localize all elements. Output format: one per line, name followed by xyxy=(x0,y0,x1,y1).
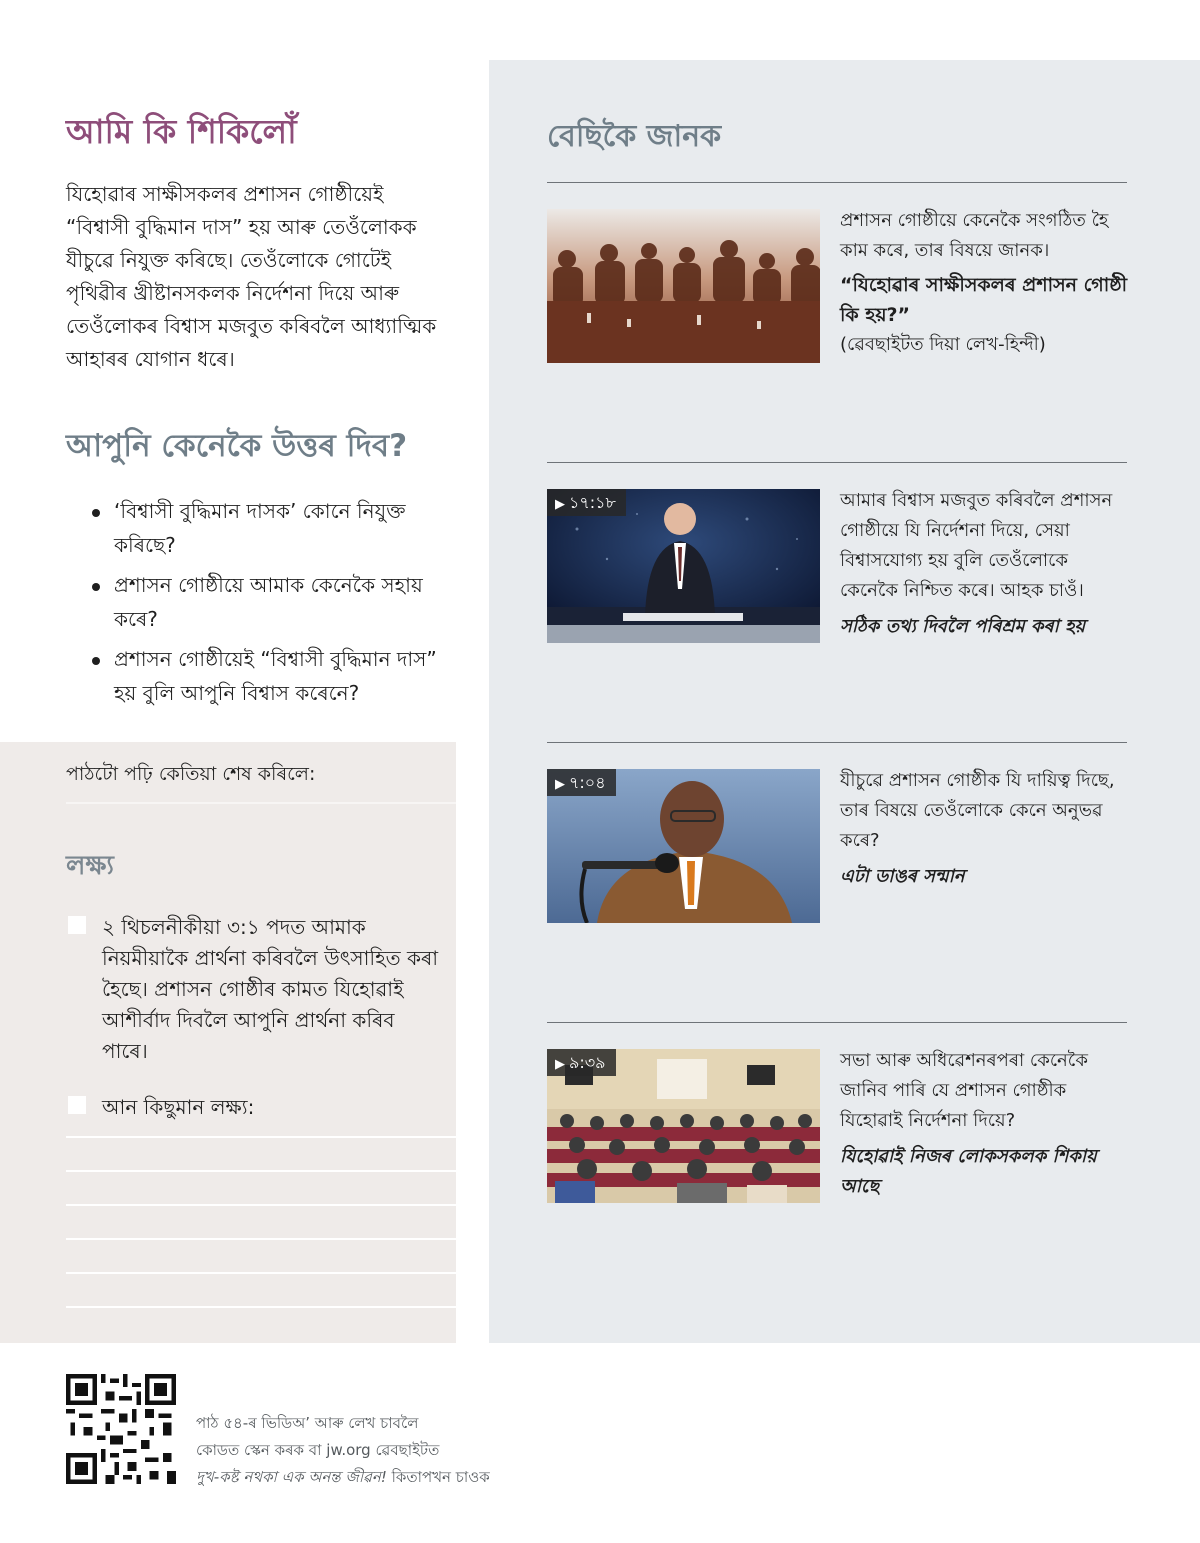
video-title-link[interactable]: যিহোৱাই নিজৰ লোকসকলক শিকায় আছে xyxy=(840,1146,1097,1197)
item-description: আমাৰ বিশ্বাস মজবুত কৰিবলৈ প্ৰশাসন গোষ্ঠীয়ে যি নিৰ্দেশনা দিয়ে, সেয়া বিশ্বাসযোগ্য হয় বুলি তেওঁলোকে কেনেকৈ নিশ্চিত কৰে। আহক চাওঁ। xyxy=(840,490,1113,601)
section-divider xyxy=(547,742,1127,743)
question-item: প্ৰশাসন গোষ্ঠীয়ে আমাক কেনেকৈ সহায় কৰে? xyxy=(92,568,442,636)
video-duration: ▶ ১৭:১৮ xyxy=(547,489,626,516)
qr-code[interactable] xyxy=(66,1374,176,1484)
goal-item xyxy=(66,912,446,1067)
video-duration: ▶ ৯:৩৯ xyxy=(547,1049,616,1076)
item-description: সভা আৰু অধিৱেশনৰপৰা কেনেকৈ জানিব পাৰি যে প্ৰশাসন গোষ্ঠীক যিহোৱাই নিৰ্দেশনা দিয়ে? xyxy=(840,1050,1088,1131)
book-title[interactable]: দুখ-কষ্ট নথকা এক অনন্ত জীৱন! xyxy=(196,1468,387,1486)
finished-date-line[interactable] xyxy=(66,802,456,804)
section-divider xyxy=(547,1022,1127,1023)
video-title-link[interactable]: সঠিক তথ্য দিবলৈ পৰিশ্ৰম কৰা হয় xyxy=(840,616,1086,637)
footer-instructions xyxy=(196,1410,490,1491)
video-title-link[interactable]: এটা ডাঙৰ সন্মান xyxy=(840,866,965,887)
goal-checkbox[interactable] xyxy=(68,1096,86,1114)
question-item: ‘বিশ্বাসী বুদ্ধিমান দাসক’ কোনে নিযুক্ত কৰিছে? xyxy=(92,494,442,562)
speaker-at-desk-video[interactable] xyxy=(547,489,820,643)
goal-item xyxy=(66,1092,446,1123)
silhouette-meeting-image[interactable] xyxy=(547,209,820,363)
learn-more-item-video xyxy=(840,486,1130,642)
play-icon: ▶ xyxy=(555,497,565,512)
play-icon: ▶ xyxy=(555,777,565,792)
item-description: যীচুৱে প্ৰশাসন গোষ্ঠীক যি দায়িত্ব দিছে, তাৰ বিষয়ে তেওঁলোকে কেনে অনুভৱ কৰে? xyxy=(840,770,1115,851)
footer-line-2: কোডত স্কেন কৰক বা jw.org ৱেবছাইটত xyxy=(196,1441,440,1459)
goal-text: ২ থিচলনীকীয়া ৩:১ পদত আমাক নিয়মীয়াকৈ প্ৰাৰ্থনা কৰিবলৈ উৎসাহিত কৰা হৈছে। প্ৰশাসন গোষ্ঠীৰ কামত যিহোৱাই আশীৰ্বাদ দিবলৈ আপুনি প্ৰাৰ্থনা কৰিব পাৰে। xyxy=(102,915,439,1063)
review-questions xyxy=(92,494,442,716)
learned-heading: আমি কি শিকিলোঁ xyxy=(66,112,297,151)
learn-more-heading: বেছিকৈ জানক xyxy=(547,119,722,154)
learn-more-item-video xyxy=(840,1046,1130,1202)
footer-line-3: দুখ-কষ্ট নথকা এক অনন্ত জীৱন! কিতাপখন চাওক xyxy=(196,1468,490,1486)
item-description: প্ৰশাসন গোষ্ঠীয়ে কেনেকৈ সংগঠিত হৈ কাম কৰে, তাৰ বিষয়ে জানক। xyxy=(840,210,1109,261)
goal-checkbox[interactable] xyxy=(68,916,86,934)
article-title-link[interactable]: “যিহোৱাৰ সাক্ষীসকলৰ প্ৰশাসন গোষ্ঠী কি হয়?” xyxy=(840,274,1128,326)
section-divider xyxy=(547,462,1127,463)
video-duration: ▶ ৭:০৪ xyxy=(547,769,616,796)
learn-more-item-article xyxy=(840,206,1130,360)
finished-date-label: পাঠটো পঢ়ি কেতিয়া শেষ কৰিলে: xyxy=(66,763,316,785)
man-with-microphone-video[interactable] xyxy=(547,769,820,923)
section-divider xyxy=(547,182,1127,183)
goals-heading: লক্ষ্য xyxy=(66,851,114,881)
learned-summary: যিহোৱাৰ সাক্ষীসকলৰ প্ৰশাসন গোষ্ঠীয়েই “বিশ্বাসী বুদ্ধিমান দাস” হয় আৰু তেওঁলোকক যীচুৱে নিযুক্ত কৰিছে। তেওঁলোকে গোটেই পৃথিৱীৰ খ্ৰীষ্টানসকলক নিৰ্দেশনা দিয়ে আৰু তেওঁলোকৰ বিশ্বাস মজবুত কৰিবলৈ আধ্যাত্মিক আহাৰৰ যোগান ধৰে। xyxy=(66,182,437,371)
answer-heading: আপুনি কেনেকৈ উত্তৰ দিব? xyxy=(66,428,408,464)
question-item: প্ৰশাসন গোষ্ঠীয়েই “বিশ্বাসী বুদ্ধিমান দাস” হয় বুলি আপুনি বিশ্বাস কৰেনে? xyxy=(92,642,442,710)
goal-text: আন কিছুমান লক্ষ্য: xyxy=(102,1095,255,1119)
footer-line-1: পাঠ ৫৪-ৰ ভিডিঅ’ আৰু লেখ চাবলৈ xyxy=(196,1414,419,1432)
learn-more-item-video xyxy=(840,766,1130,892)
congregation-audience-video[interactable] xyxy=(547,1049,820,1203)
item-note: (ৱেবছাইটত দিয়া লেখ-হিন্দী) xyxy=(840,334,1046,355)
play-icon: ▶ xyxy=(555,1057,565,1072)
